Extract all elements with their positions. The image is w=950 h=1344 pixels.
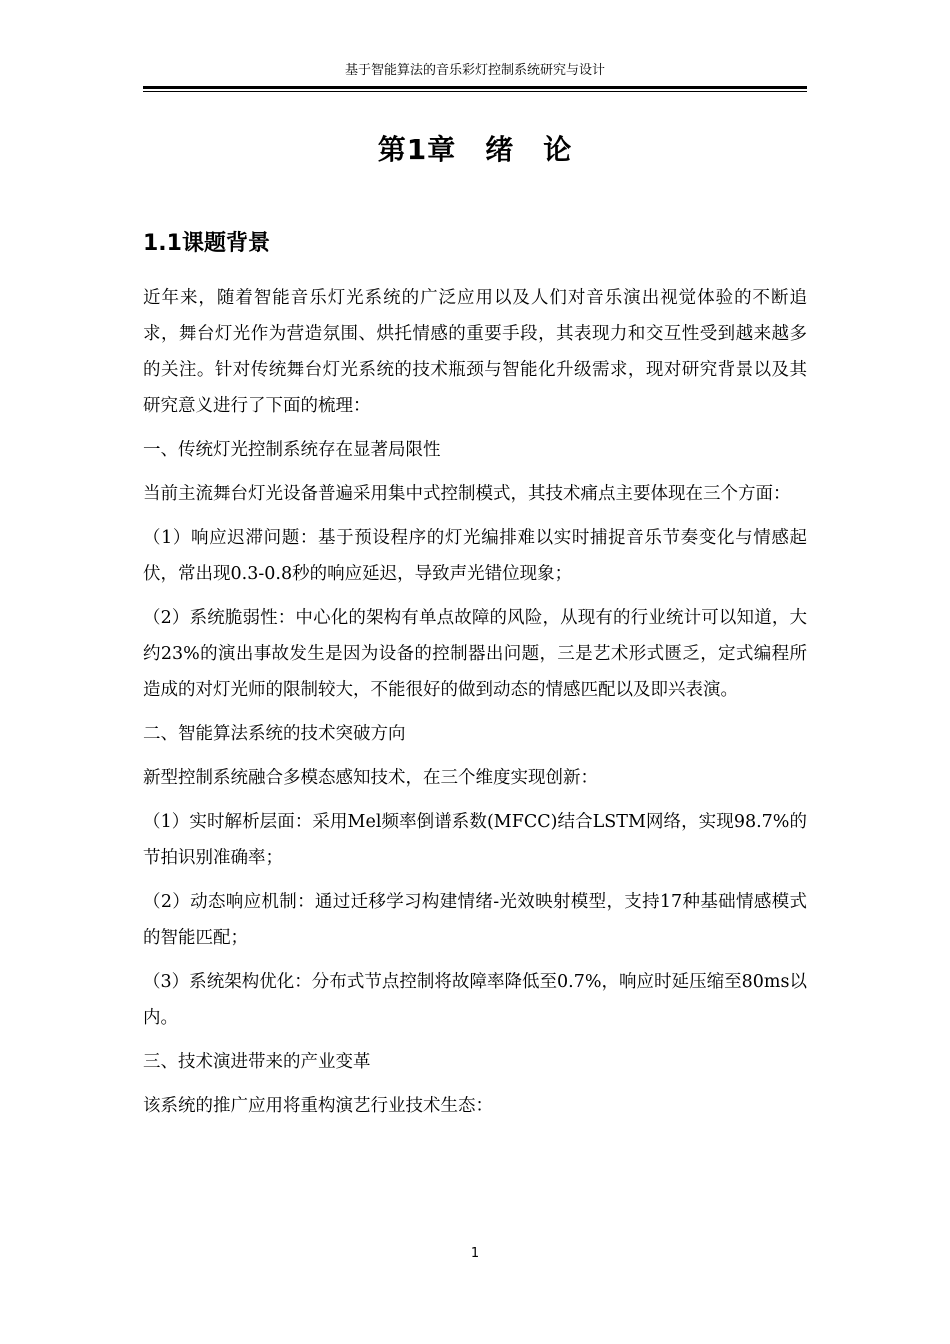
body-text	[143, 280, 807, 1132]
paragraph: （2）动态响应机制：通过迁移学习构建情绪-光效映射模型，支持17种基础情感模式的智能匹配；	[143, 892, 808, 948]
paragraph: 近年来，随着智能音乐灯光系统的广泛应用以及人们对音乐演出视觉体验的不断追求，舞台灯光作为营造氛围、烘托情感的重要手段，其表现力和交互性受到越来越多的关注。针对传统舞台灯光系统的技术瓶颈与智能化升级需求，现对研究背景以及其研究意义进行了下面的梳理：	[143, 288, 807, 416]
header-rule-thin	[143, 91, 807, 92]
paragraph: （1）实时解析层面：采用Mel频率倒谱系数(MFCC)结合LSTM网络，实现98.7%的节拍识别准确率；	[143, 812, 807, 868]
paragraph: 该系统的推广应用将重构演艺行业技术生态：	[143, 1096, 493, 1116]
running-header: 基于智能算法的音乐彩灯控制系统研究与设计	[344, 63, 605, 78]
section-title: 1.1课题背景	[143, 231, 270, 256]
paragraph: 二、智能算法系统的技术突破方向	[143, 724, 406, 744]
paragraph: 一、传统灯光控制系统存在显著局限性	[143, 440, 441, 460]
paragraph: （3）系统架构优化：分布式节点控制将故障率降低至0.7%，响应时延压缩至80ms以内。	[143, 972, 807, 1028]
page-number: 1	[470, 1246, 480, 1261]
chapter-title: 第1章 绪 论	[377, 133, 573, 166]
paragraph: 当前主流舞台灯光设备普遍采用集中式控制模式，其技术痛点主要体现在三个方面：	[143, 484, 791, 504]
paragraph: （2）系统脆弱性：中心化的架构有单点故障的风险，从现有的行业统计可以知道，大约23%的演出事故发生是因为设备的控制器出问题，三是艺术形式匮乏，定式编程所造成的对灯光师的限制较大，不能很好的做到动态的情感匹配以及即兴表演。	[143, 608, 807, 700]
paragraph: 新型控制系统融合多模态感知技术，在三个维度实现创新：	[143, 768, 598, 788]
header-rule-thick	[143, 86, 807, 89]
paragraph: 三、技术演进带来的产业变革	[143, 1052, 371, 1072]
paragraph: （1）响应迟滞问题：基于预设程序的灯光编排难以实时捕捉音乐节奏变化与情感起伏，常出现0.3-0.8秒的响应延迟，导致声光错位现象；	[143, 528, 807, 584]
